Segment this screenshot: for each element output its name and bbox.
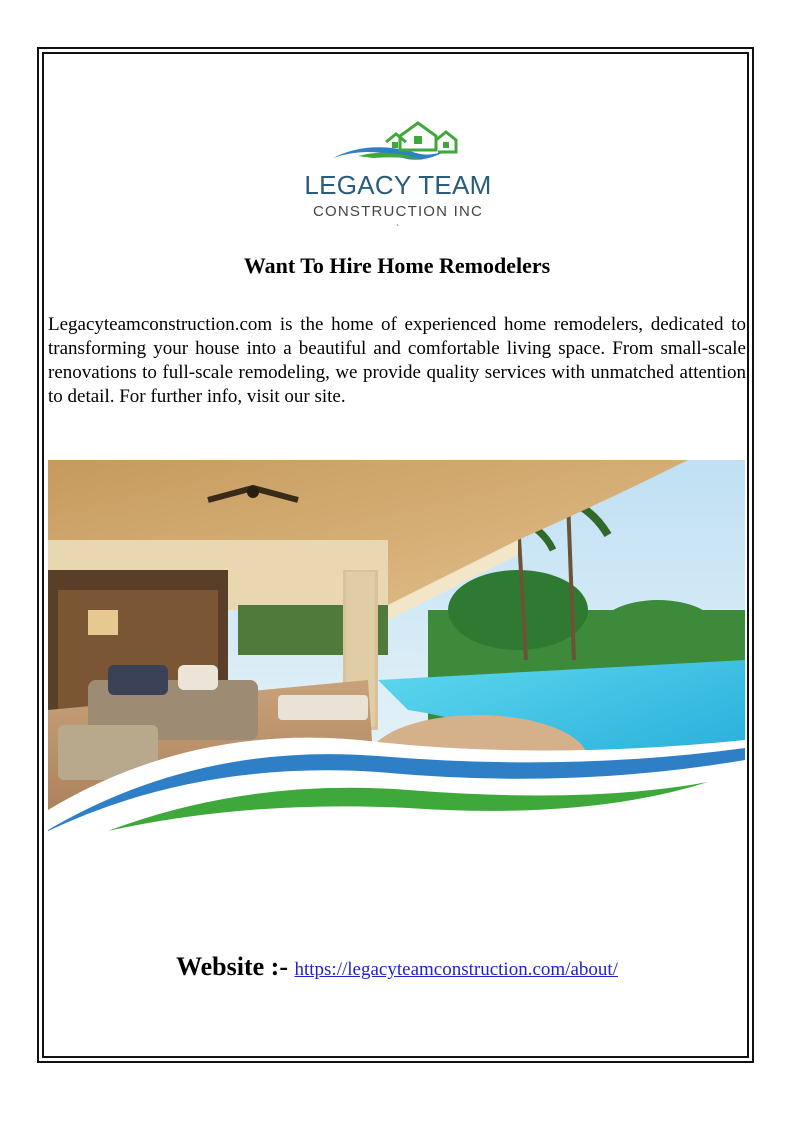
company-logo (300, 118, 496, 230)
hero-photo (48, 460, 745, 831)
patio-pool-illustration (48, 460, 745, 831)
page-heading: Want To Hire Home Remodelers (243, 253, 551, 278)
description-paragraph: Legacyteamconstruction.com is the home of experienced home remodelers, dedicated to transforming your house into a beautiful and comfortable living space. From small-scale renovations to full-scale remodeling, we provide quality services with unmatched attention to detail. For further info, visit our site. (48, 314, 746, 407)
logo-company-name: LEGACY TEAM (304, 170, 492, 200)
stray-mark: ` (396, 224, 400, 235)
house-wave-logo-icon (328, 118, 468, 168)
website-link[interactable]: https://legacyteamconstruction.com/about/ (294, 959, 618, 980)
website-line (0, 952, 794, 982)
logo-company-subtitle: CONSTRUCTION INC (312, 203, 484, 220)
website-label: Website :- (176, 952, 295, 981)
